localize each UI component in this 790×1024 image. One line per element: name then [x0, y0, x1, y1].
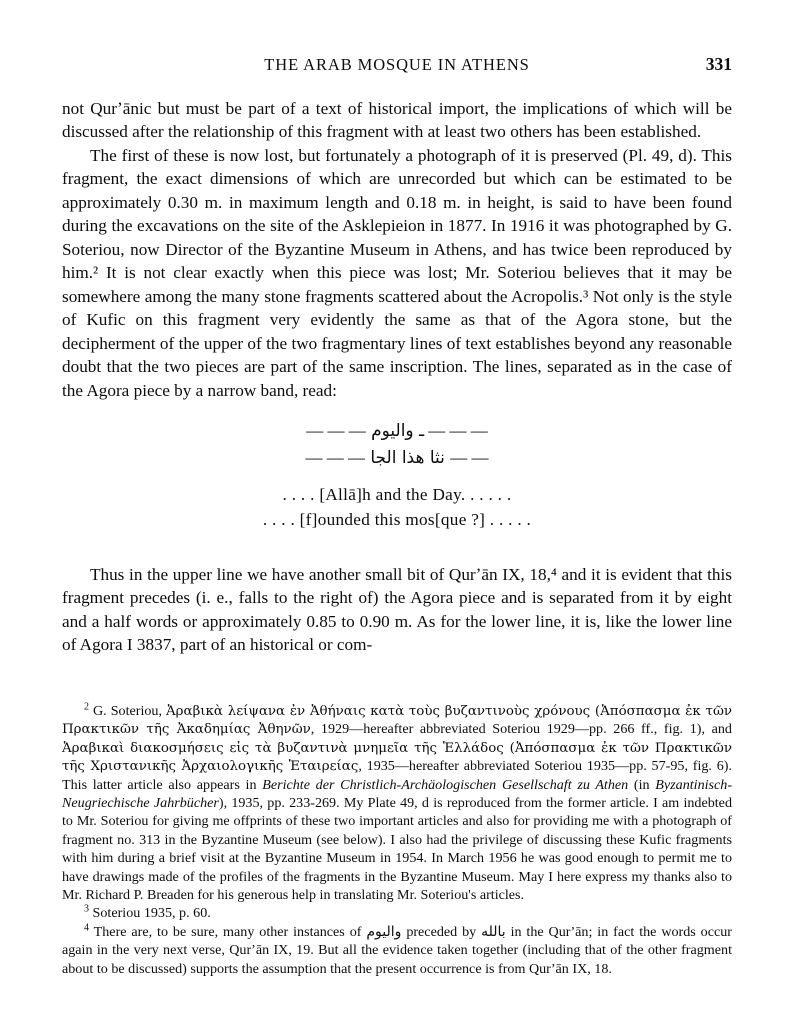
footnote-2-marker: 2	[84, 701, 89, 713]
footnote-3	[62, 904, 732, 922]
footnote-4-text-b: preceded by	[401, 923, 482, 940]
arabic-line-2-dashes-left: — — —	[305, 447, 365, 467]
arabic-line-2-text: نثا هذا الجا	[370, 447, 445, 468]
arabic-inscription-line-1	[62, 418, 732, 445]
paragraph-3: Thus in the upper line we have another small bit of Qurʼān IX, 18,⁴ and it is evident that this fragment precedes (i. e., falls to the right of) the Agora piece and is separated from it by eight and a half words or approximately 0.85 to 0.90 m. As for the lower line, it is, like the lower line of Agora I 3837, part of an historical or com-	[62, 564, 732, 655]
arabic-inscription-block	[62, 418, 732, 471]
footnote-4-marker: 4	[84, 922, 89, 934]
spacer	[62, 551, 732, 563]
paragraph-1: not Qurʼānic but must be part of a text of historical import, the implications of which will be discussed after the relationship of this fragment with at least two others has been established.	[62, 99, 732, 142]
footnote-3-marker: 3	[84, 903, 89, 915]
footnote-2-text-b: , 1929—hereafter abbreviated Soteriou 1929—pp. 266 ff., fig. 1), and	[310, 721, 732, 738]
footnote-4-text-a: There are, to be sure, many other instances of	[93, 923, 367, 940]
running-title: THE ARAB MOSQUE IN ATHENS	[264, 55, 530, 74]
arabic-inscription-line-2	[62, 445, 732, 472]
translation-block	[62, 483, 732, 533]
footnote-2	[62, 702, 732, 905]
footnote-4-arabic-1: واليوم	[366, 923, 402, 940]
footnote-4-text-c: in the Qurʼān; in fact the words occur again in the very next verse, Qurʼān IX, 19. But all the evidence taken together (including that of the other fragment about to be discussed) supports the assumption that the present occurrence is from Qurʼān IX, 18.	[62, 923, 732, 977]
footnote-2-text-d: (in	[628, 776, 656, 793]
page-body	[62, 55, 732, 657]
footnote-2-text-c: , 1935—hereafter abbreviated Soteriou 1935—pp. 57-95, fig. 6). This latter article also appears in	[62, 758, 732, 793]
translation-line-2: . . . . [f]ounded this mos[que ?] . . . . .	[262, 510, 532, 530]
arabic-line-1-dashes-right: — — — ـ	[419, 421, 488, 441]
footnote-2-text-a: G. Soteriou,	[93, 702, 166, 719]
arabic-line-2-dashes-right: — —	[450, 447, 489, 467]
footnote-2-greek-2: Ἀραβικαὶ διακοσμήσεις εἰς τὰ βυζαντινὰ μνημεῖα τῆς Ἑλλάδος (Ἀπόσπασμα ἐκ τῶν Πρακτικῶν τῆς Χριστανικῆς Ἀρχαιολογικῆς Ἑταιρείας	[62, 740, 732, 775]
page-number: 331	[705, 54, 732, 74]
running-head	[62, 55, 732, 75]
footnote-4-arabic-2: بالله	[481, 923, 506, 940]
footnote-2-greek-1: Ἀραβικὰ λείψανα ἐν Ἀθήναις κατὰ τοὺς βυζαντινοὺς χρόνους (Ἀπόσπασμα ἐκ τῶν Πρακτικῶν τῆς Ἀκαδημίας Ἀθηνῶν	[62, 703, 732, 738]
footnote-2-text-e: ), 1935, pp. 233-269. My Plate 49, d is reproduced from the former article. I am indebted to Mr. Soteriou for giving me offprints of these two important articles and also for providing me with a photograph of fragment no. 313 in the Byzantine Museum (see below). I also had the privilege of discussing these Kufic fragments with him during a brief visit at the Byzantine Museum in 1954. In March 1956 he was good enough to permit me to have drawings made of the profiles of the fragments in the Byzantine Museum. May I here express my thanks also to Mr. Richard P. Breaden for his generous help in translating Mr. Soteriou's articles.	[62, 795, 732, 904]
footnote-3-text: Soteriou 1935, p. 60.	[92, 905, 211, 922]
footnote-2-italic-1: Berichte der Christlich-Archäologischen Gesellschaft zu Athen	[262, 776, 629, 793]
arabic-line-1-dashes-left: — — —	[306, 421, 366, 441]
paragraph-2: The first of these is now lost, but fortunately a photograph of it is preserved (Pl. 49, d). This fragment, the exact dimensions of which are unrecorded but which can be estimated to be approximately 0.30 m. in maximum length and 0.18 m. in height, is said to have been found during the excavations on the site of the Asklepieion in 1877. In 1916 it was photographed by G. Soteriou, now Director of the Byzantine Museum in Athens, and has twice been reproduced by him.² It is not clear exactly when this piece was lost; Mr. Soteriou believes that it may be somewhere among the many stone fragments scattered about the Acropolis.³ Not only is the style of Kufic on this fragment very evidently the same as that of the Agora stone, but the decipherment of the upper of the two fragmentary lines of text establishes beyond any reasonable doubt that the two pieces are part of the same inscription. The lines, separated as in the case of the Agora piece by a narrow band, read:	[62, 145, 732, 400]
translation-line-1: . . . . [Allā]h and the Day. . . . . .	[282, 485, 512, 505]
footnotes	[62, 698, 732, 978]
footnote-2-italic-2: Byzantinisch-Neugriechische Jahrbücher	[62, 776, 733, 812]
arabic-line-1-text: واليوم	[371, 421, 414, 442]
footnote-4	[62, 923, 732, 978]
